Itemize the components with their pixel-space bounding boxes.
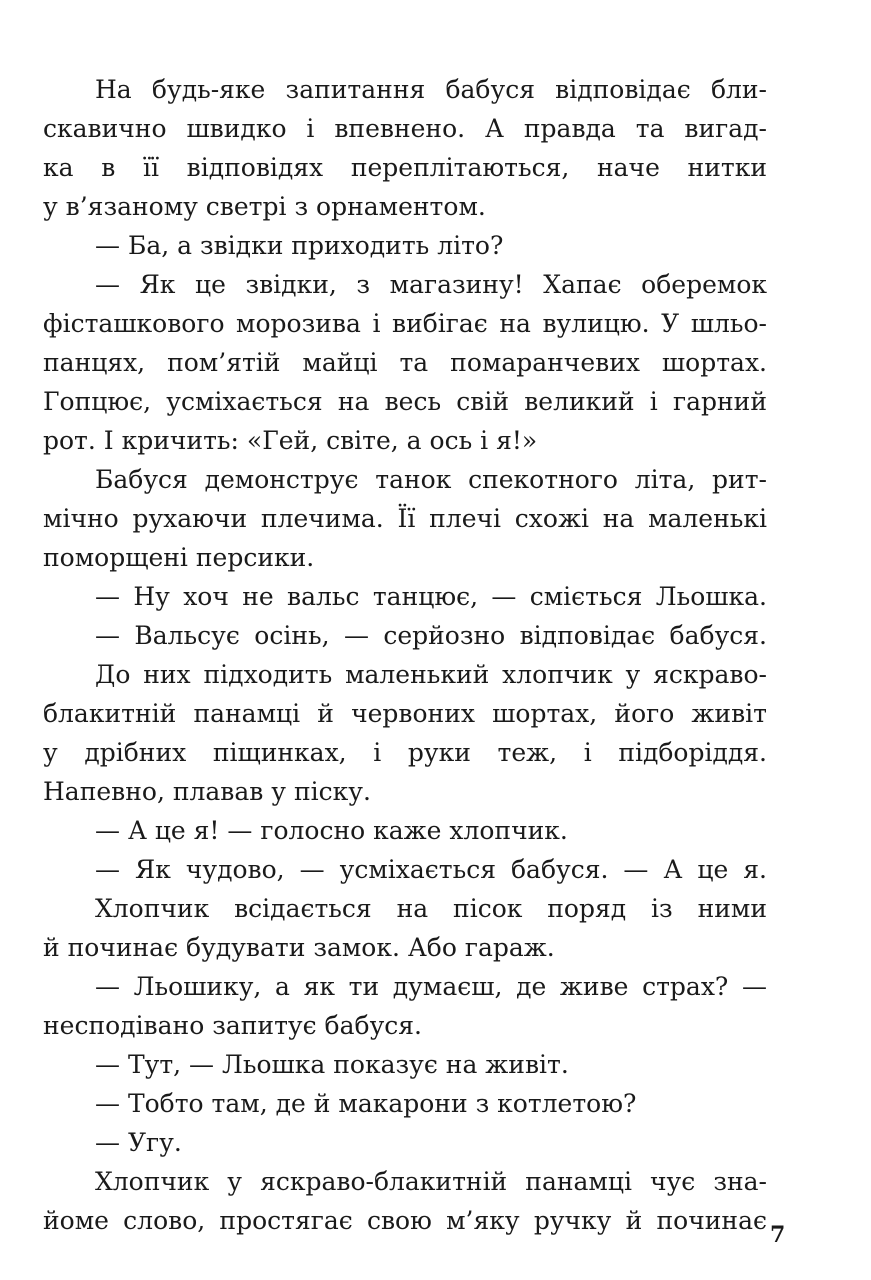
text-line: На будь-яке запитання бабуся відповідає бли- (95, 75, 767, 104)
page-number: 7 (770, 1222, 786, 1248)
text-line: й починає будувати замок. Або гараж. (43, 933, 555, 962)
text-line: фісташкового морозива і вибігає на вулицю. У шльо- (43, 309, 767, 338)
text-line: блакитній панамці й червоних шортах, його живіт (43, 699, 767, 728)
body-text (43, 70, 767, 1240)
text-line: — Угу. (95, 1128, 182, 1157)
text-line: — Тобто там, де й макарони з котлетою? (95, 1089, 637, 1118)
text-line: До них підходить маленький хлопчик у яскраво- (95, 660, 767, 689)
text-line: Хлопчик у яскраво-блакитній панамці чує зна- (95, 1167, 767, 1196)
text-line: — Тут, — Льошка показує на живіт. (95, 1050, 569, 1079)
text-line: — Ба, а звідки приходить літо? (95, 231, 504, 260)
text-line: Напевно, плавав у піску. (43, 777, 371, 806)
text-line: несподівано запитує бабуся. (43, 1011, 422, 1040)
text-line: Бабуся демонструє танок спекотного літа, рит- (95, 465, 767, 494)
text-line: — Вальсує осінь, — серйозно відповідає бабуся. (95, 621, 767, 650)
text-line: йоме слово, простягає свою м’яку ручку й починає (43, 1206, 767, 1235)
text-line: ка в її відповідях переплітаються, наче нитки (43, 153, 767, 182)
text-line: панцях, пом’ятій майці та помаранчевих шортах. (43, 348, 767, 377)
text-line: поморщені персики. (43, 543, 315, 572)
text-line: рот. І кричить: «Гей, світе, а ось і я!» (43, 426, 538, 455)
text-line: — Льошику, а як ти думаєш, де живе страх? — (95, 972, 767, 1001)
text-line: у дрібних піщинках, і руки теж, і підборіддя. (43, 738, 767, 767)
text-line: скавично швидко і впевнено. А правда та вигад- (43, 114, 767, 143)
text-line: мічно рухаючи плечима. Її плечі схожі на маленькі (43, 504, 767, 533)
text-line: у в’язаному светрі з орнаментом. (43, 192, 486, 221)
text-line: — Як чудово, — усміхається бабуся. — А це я. (95, 855, 767, 884)
text-line: Хлопчик всідається на пісок поряд із ними (95, 894, 767, 923)
text-line: Гопцює, усміхається на весь свій великий і гарний (43, 387, 767, 416)
text-line: — Як це звідки, з магазину! Хапає оберемок (95, 270, 767, 299)
text-line: — Ну хоч не вальс танцює, — сміється Льошка. (95, 582, 767, 611)
text-line: — А це я! — голосно каже хлопчик. (95, 816, 568, 845)
